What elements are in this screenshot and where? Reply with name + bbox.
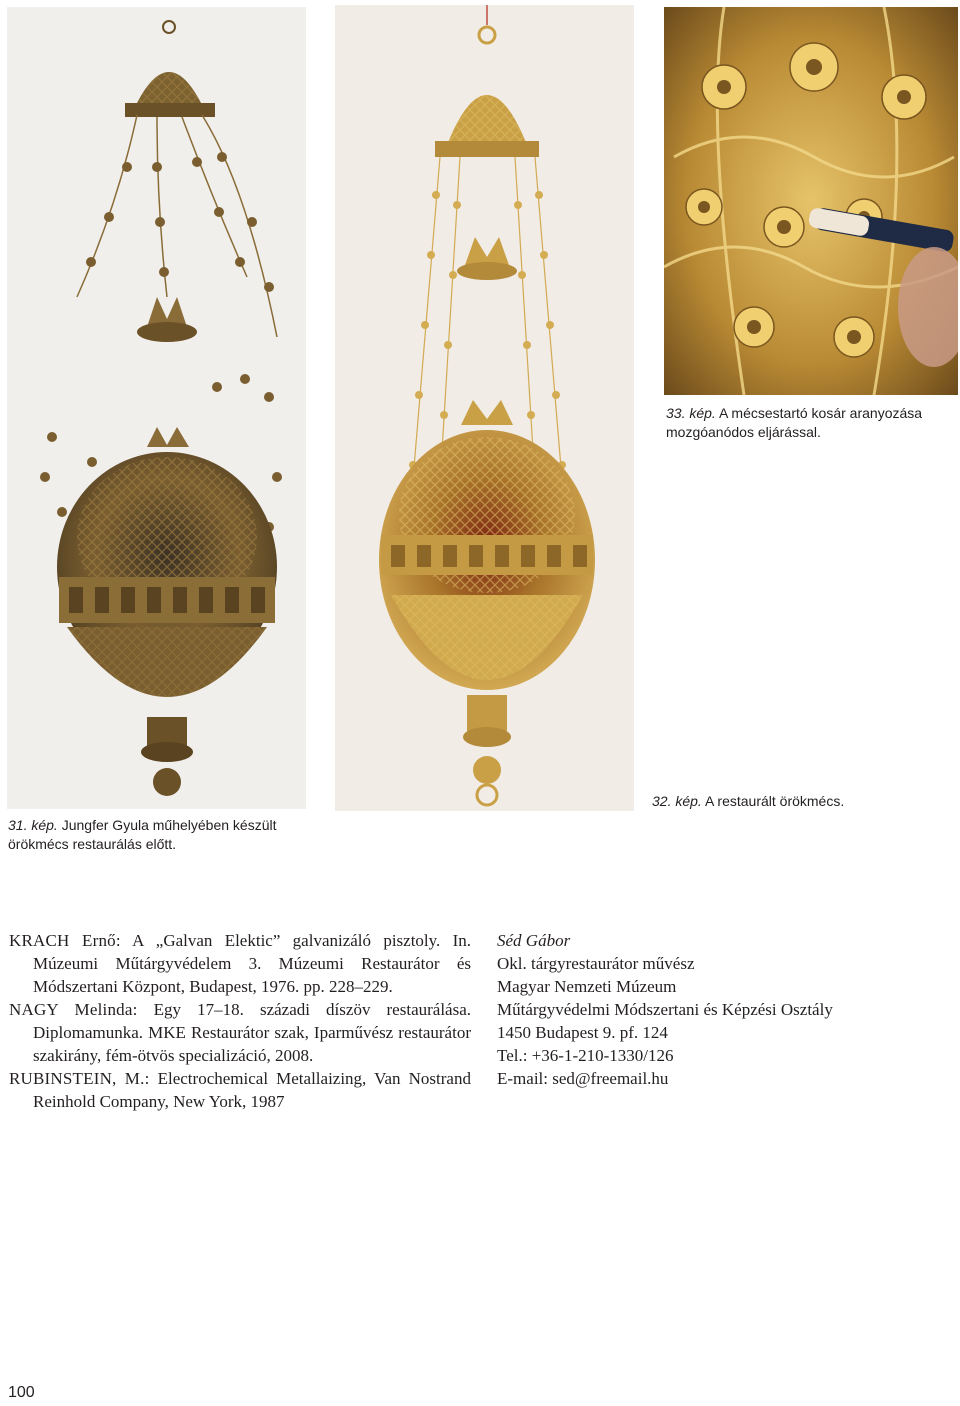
caption-31-number: 31. kép. [8,817,58,833]
page-number: 100 [8,1384,35,1401]
reference-text: Electrochemical Metallaizing, Van Nostrand Reinhold Company, New York, 1987 [33,1069,471,1111]
caption-33-text: A mécsestartó kosár aranyozása [718,405,923,421]
reference-text: A „Galvan Elektic” galvanizáló pisztoly. In. Múzeumi Műtárgyvédelem 3. Múzeumi Restaurátor és Módszertani Központ, Budapest, 1976. pp. 228–229. [33,931,472,996]
caption-33-line-1 [666,404,960,423]
lamp-before-illustration [7,7,306,809]
reference-item [9,998,471,1067]
photo-lamp-before-restoration [7,7,306,809]
caption-32-number: 32. kép. [652,793,702,809]
caption-33-line-2: mozgóanódos eljárással. [666,424,821,440]
author-name: Séd Gábor [497,931,571,950]
caption-31-line-2: örökmécs restaurálás előtt. [8,836,177,852]
author-department: Műtárgyvédelmi Módszertani és Képzési Osztály [497,1000,833,1019]
author-institution: Magyar Nemzeti Múzeum [497,977,677,996]
reference-item [9,929,471,998]
gilding-detail-illustration [664,7,958,395]
photo-restored-lamp [335,5,634,811]
author-email[interactable]: E-mail: sed@freemail.hu [497,1069,669,1088]
photo-gilding-detail [664,7,958,395]
reference-author: KRACH Ernő: [9,931,121,950]
caption-31-line-1 [8,816,318,835]
author-title: Okl. tárgyrestaurátor művész [497,954,695,973]
caption-32-text: A restaurált örökmécs. [704,793,845,809]
reference-item [9,1067,471,1113]
author-contact [497,929,937,1090]
caption-33-number: 33. kép. [666,405,716,421]
author-phone: Tel.: +36-1-210-1330/126 [497,1046,674,1065]
references-list [9,929,471,1113]
caption-figure-31 [8,816,318,854]
caption-figure-33 [666,404,960,442]
caption-figure-32 [652,792,952,811]
reference-author: RUBINSTEIN, M.: [9,1069,150,1088]
caption-31-text: Jungfer Gyula műhelyében készült [61,817,277,833]
author-address: 1450 Budapest 9. pf. 124 [497,1023,668,1042]
restored-lamp-illustration [335,5,634,811]
reference-author: NAGY Melinda: [9,1000,138,1019]
reference-text: Egy 17–18. századi díszöv restaurálása. Diplomamunka. MKE Restaurátor szak, Iparművész restaurátor szakirány, fém-ötvös specializáció, 2008. [33,1000,472,1065]
